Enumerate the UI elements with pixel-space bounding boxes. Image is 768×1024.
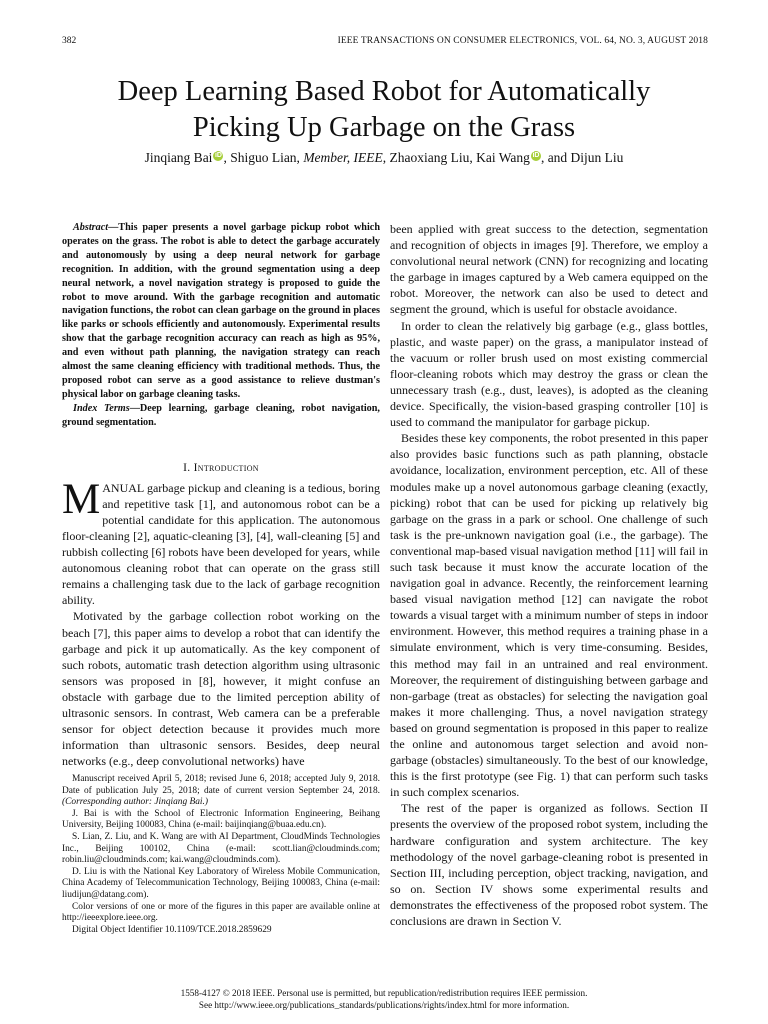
right-paragraph-4: The rest of the paper is organized as follows. Section II presents the overview of the proposed robot system, including the hardware configuration and system architecture. The key methodology of the novel garbage-cleaning robot is presented in Section III, including perception, object tracking, navigation, and so on. Section IV shows some experimental results and demonstrates the effectiveness of the proposed robot system. The conclusions are drawn in Section V. xyxy=(390,801,708,929)
footnote-bai: J. Bai is with the School of Electronic Information Engineering, Beihang University, Beijing 100083, China (e-mail: baijinqiang@buaa.edu.cn). xyxy=(62,808,380,831)
right-paragraph-1: been applied with great success to the detection, segmentation and recognition of objects in images [9]. Therefore, we employ a convolutional neural network (CNN) for recognizing and locating the garbage in images captured by a Web camera equipped on the robot. Moreover, the network can also be used to detect and segment the ground, which is useful for obstacle avoidance. xyxy=(390,222,708,317)
copyright-line-2: See http://www.ieee.org/publications_standards/publications/rights/index.html for more information. xyxy=(198,999,570,1010)
title-line-1: Deep Learning Based Robot for Automatically xyxy=(117,76,651,107)
footnote-manuscript xyxy=(62,774,380,809)
right-paragraph-3: Besides these key components, the robot presented in this paper also provides basic functions such as path planning, obstacle avoidance, localization, environment perception, etc. All of these modules make up a novel autonomous garbage cleaning (exactly, picking) robot that can be used for picking up relatively big garbage on the grass in a park or school. One challenge of such task is the pre-unknown navigation goal (i.e., the garbage). The conventional map-based visual navigation method [11] will fail in such task because it must know the accurate location of the navigation goal in advance. Recently, the reinforcement learning based visual navigation method [12] can navigate the robot towards a visual target with a minimum number of steps in indoor environment. However, this method requires a training phase in a simulate environment, which is very time-consuming. Besides, this method may fail in an untrained and real environment. Moreover, the requirement of distinguishing between garbage and non-garbage (treat as obstacles) for selecting the navigation goal makes it more challenging. Thus, a novel navigation strategy based on ground segmentation is proposed in this paper to realize the online and autonomous target selection and avoid non-garbage (obstacles) simultaneously. To the best of our knowledge, this is the first prototype (see Fig. 1) that can perform such tasks in such complex scenarios. xyxy=(390,431,708,800)
copyright-line-1: 1558-4127 © 2018 IEEE. Personal use is permitted, but republication/redistribution requires IEEE permission. xyxy=(180,988,588,998)
abstract-text: —This paper presents a novel garbage pickup robot which operates on the grass. The robot is able to detect the garbage accurately and autonomously by using a deep neural network for garbage recognition. In addition, with the ground segmentation using a deep neural network, a novel navigation strategy is proposed to guide the robot to move around. With the garbage recognition and automatic navigation functions, the robot can clean garbage on the ground in places like parks or schools efficiently and autonomously. Experimental results show that the garbage recognition accuracy can reach as high as 95%, and even without path planning, the navigation strategy can reach almost the same cleaning efficiency with traditional methods. Thus, the proposed robot can serve as a good assistance to relieve dustman's physical labor on garbage cleaning tasks. xyxy=(62,222,380,400)
copyright-notice xyxy=(60,988,708,1011)
right-paragraph-2: In order to clean the relatively big garbage (e.g., glass bottles, plastic, and waste paper) on the grass, a manipulator instead of the vacuum or roller brush used on most existing commercial floor-cleaning robots which may destroy the grass or clean the unnecessary trash (e.g., dust, leaves), is adopted as the cleaning device. Specifically, the vision-based grasping controller [10] is used to command the manipulator for garbage pickup. xyxy=(390,318,708,430)
author-2: , Shiguo Lian, xyxy=(223,150,304,165)
page-number: 382 xyxy=(62,36,77,46)
abstract-label: Abstract xyxy=(73,222,109,233)
journal-header: IEEE TRANSACTIONS ON CONSUMER ELECTRONICS, VOL. 64, NO. 3, AUGUST 2018 xyxy=(337,36,708,46)
section-name: Introduction xyxy=(193,461,259,474)
footnote-color-versions: Color versions of one or more of the figures in this paper are available online at http://ieeexplore.ieee.org. xyxy=(62,901,380,924)
footnote-lian-liu-wang: S. Lian, Z. Liu, and K. Wang are with AI Department, CloudMinds Technologies Inc., Beijing 100102, China (e-mail: scott.lian@cloudminds.com; robin.liu@cloudminds.com; kai.wang@cloudminds.com). xyxy=(62,831,380,866)
drop-cap: M xyxy=(62,475,101,523)
index-terms-text: —Deep learning, garbage cleaning, robot navigation, ground segmentation. xyxy=(62,402,380,428)
left-column xyxy=(62,221,380,769)
intro-paragraph-1-text: ANUAL garbage pickup and cleaning is a tedious, boring and repetitive task [1], and autonomous robot can be a potential candidate for this application. The autonomous floor-cleaning [2], aquatic-cleaning [3], [4], wall-cleaning [5] and rubbish collecting [6] robots have been developed for years, while autonomous cleaning robot that can operate on the grass still remains a challenging task due to the lack of garbage recognition ability. xyxy=(62,480,380,608)
title-line-2: Picking Up Garbage on the Grass xyxy=(192,112,576,143)
footnote-corresponding-author: (Corresponding author: Jinqiang Bai.) xyxy=(62,797,208,808)
section-numeral: I. xyxy=(183,461,194,474)
right-column xyxy=(390,221,708,929)
author-2-membership: Member, IEEE xyxy=(303,150,383,165)
index-terms xyxy=(62,402,380,430)
index-terms-label: Index Terms xyxy=(73,402,130,414)
section-heading-introduction xyxy=(62,460,380,476)
author-5: , and Dijun Liu xyxy=(540,150,624,165)
author-list xyxy=(60,150,708,166)
author-1: Jinqiang Bai xyxy=(144,150,213,165)
footnotes xyxy=(62,774,380,936)
intro-paragraph-1 xyxy=(62,475,380,609)
intro-paragraph-2: Motivated by the garbage collection robot working on the beach [7], this paper aims to develop a robot that can identify the garbage and pick it up automatically. As the key component of such robots, automatic trash detection algorithm using ultrasonic sensors was proposed in [8], however, it might confuse an obstacle with garbage due to the limited perception ability of ultrasonic sensors. In contrast, Web camera can be a preferable sensor for object detection because it provides much more information than ultrasonic sensors. Besides, deep neural networks (e.g., deep convolutional networks) have xyxy=(62,609,380,769)
footnote-manuscript-text: Manuscript received April 5, 2018; revised June 6, 2018; accepted July 9, 2018. Date of publication July 25, 2018; date of current version September 24, 2018. xyxy=(62,774,380,796)
orcid-icon[interactable]: iD xyxy=(214,152,222,159)
orcid-icon[interactable]: iD xyxy=(532,152,540,159)
footnote-doi: Digital Object Identifier 10.1109/TCE.2018.2859629 xyxy=(72,924,272,935)
author-3-4: , Zhaoxiang Liu, Kai Wang xyxy=(382,150,530,165)
paper-title xyxy=(60,74,708,146)
abstract xyxy=(62,221,380,402)
footnote-liu: D. Liu is with the National Key Laboratory of Wireless Mobile Communication, China Academy of Telecommunication Technology, Beijing 100083, China (e-mail: liudijun@datang.com). xyxy=(62,866,380,900)
